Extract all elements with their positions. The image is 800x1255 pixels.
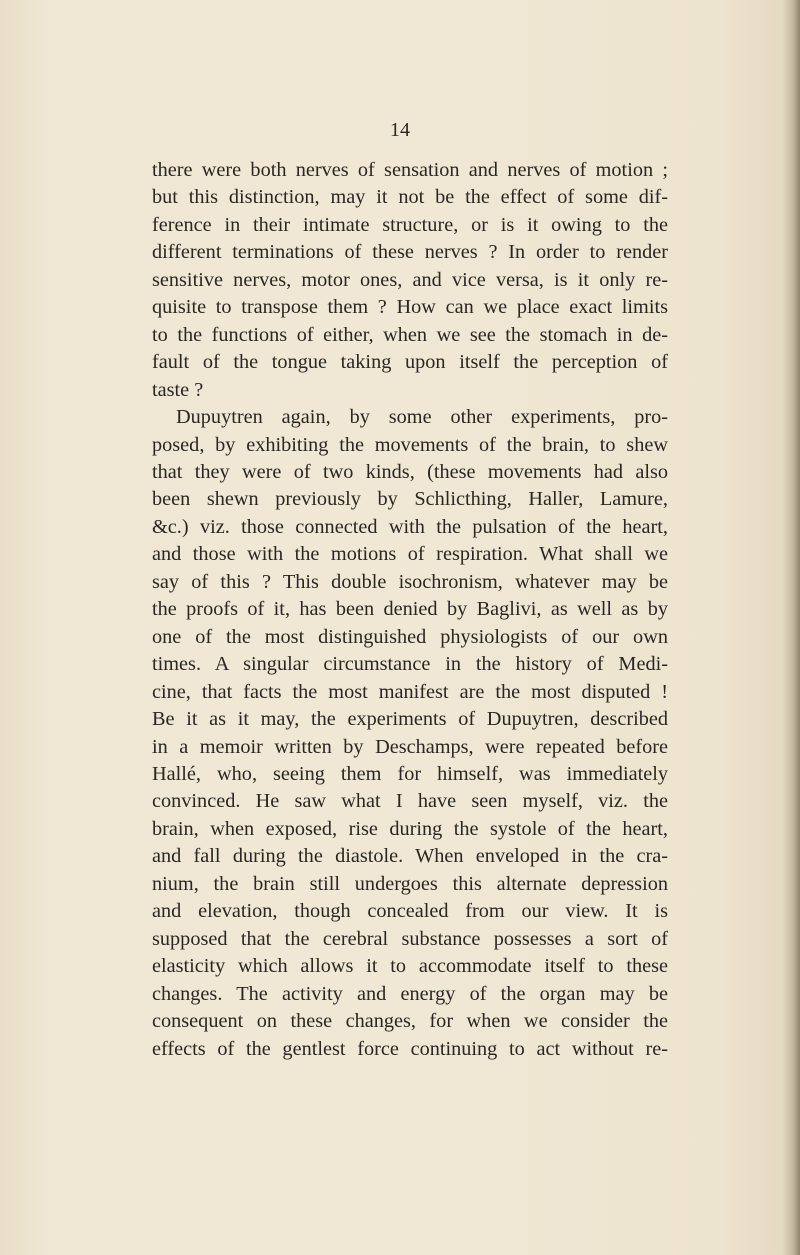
text-line: and those with the motions of respiration. What shall we (152, 543, 668, 566)
text-line: the proofs of it, has been denied by Baglivi, as well as by (152, 598, 668, 621)
text-line: nium, the brain still undergoes this alternate depression (152, 872, 668, 895)
text-line: posed, by exhibiting the movements of the brain, to shew (152, 433, 668, 456)
body-text (152, 157, 668, 1063)
text-line: supposed that the cerebral substance possesses a sort of (152, 927, 668, 950)
text-line: and fall during the diastole. When enveloped in the cra- (152, 845, 668, 868)
text-line: in a memoir written by Deschamps, were repeated before (152, 735, 668, 758)
text-line: brain, when exposed, rise during the systole of the heart, (152, 817, 668, 840)
text-line: different terminations of these nerves ? In order to render (152, 241, 668, 264)
text-line: there were both nerves of sensation and nerves of motion ; (152, 159, 668, 181)
text-line: elasticity which allows it to accommodate itself to these (152, 955, 668, 978)
paragraph-2 (152, 404, 668, 1063)
text-line: cine, that facts the most manifest are the most disputed ! (152, 680, 668, 703)
text-line: consequent on these changes, for when we consider the (152, 1010, 668, 1033)
text-line: been shewn previously by Schlicthing, Haller, Lamure, (152, 488, 668, 511)
text-line: &c.) viz. those connected with the pulsation of the heart, (152, 515, 668, 538)
text-line: sensitive nerves, motor ones, and vice versa, is it only re- (152, 268, 668, 291)
paragraph-1 (152, 157, 668, 404)
text-line: Be it as it may, the experiments of Dupuytren, described (152, 708, 668, 731)
text-line: to the functions of either, when we see the stomach in de- (152, 323, 668, 346)
text-line: times. A singular circumstance in the history of Medi- (152, 653, 668, 676)
text-line: effects of the gentlest force continuing to act without re- (152, 1037, 668, 1060)
text-line: changes. The activity and energy of the organ may be (152, 982, 668, 1005)
text-line: Dupuytren again, by some other experiments, pro- (176, 406, 668, 429)
text-line: convinced. He saw what I have seen myself, viz. the (152, 790, 668, 813)
page-number: 14 (390, 119, 410, 141)
text-line: quisite to transpose them ? How can we place exact limits (152, 296, 668, 319)
text-line: say of this ? This double isochronism, whatever may be (152, 570, 668, 593)
text-line: fault of the tongue taking upon itself the perception of (152, 351, 668, 374)
text-line: ference in their intimate structure, or is it owing to the (152, 213, 668, 236)
text-line: that they were of two kinds, (these movements had also (152, 460, 668, 483)
text-line: Hallé, who, seeing them for himself, was immediately (152, 762, 668, 785)
page-edge-shadow (782, 0, 800, 1255)
text-line: one of the most distinguished physiologists of our own (152, 625, 668, 648)
text-line: and elevation, though concealed from our view. It is (152, 900, 668, 923)
text-line: taste ? (152, 378, 204, 401)
text-line: but this distinction, may it not be the effect of some dif- (152, 186, 668, 209)
